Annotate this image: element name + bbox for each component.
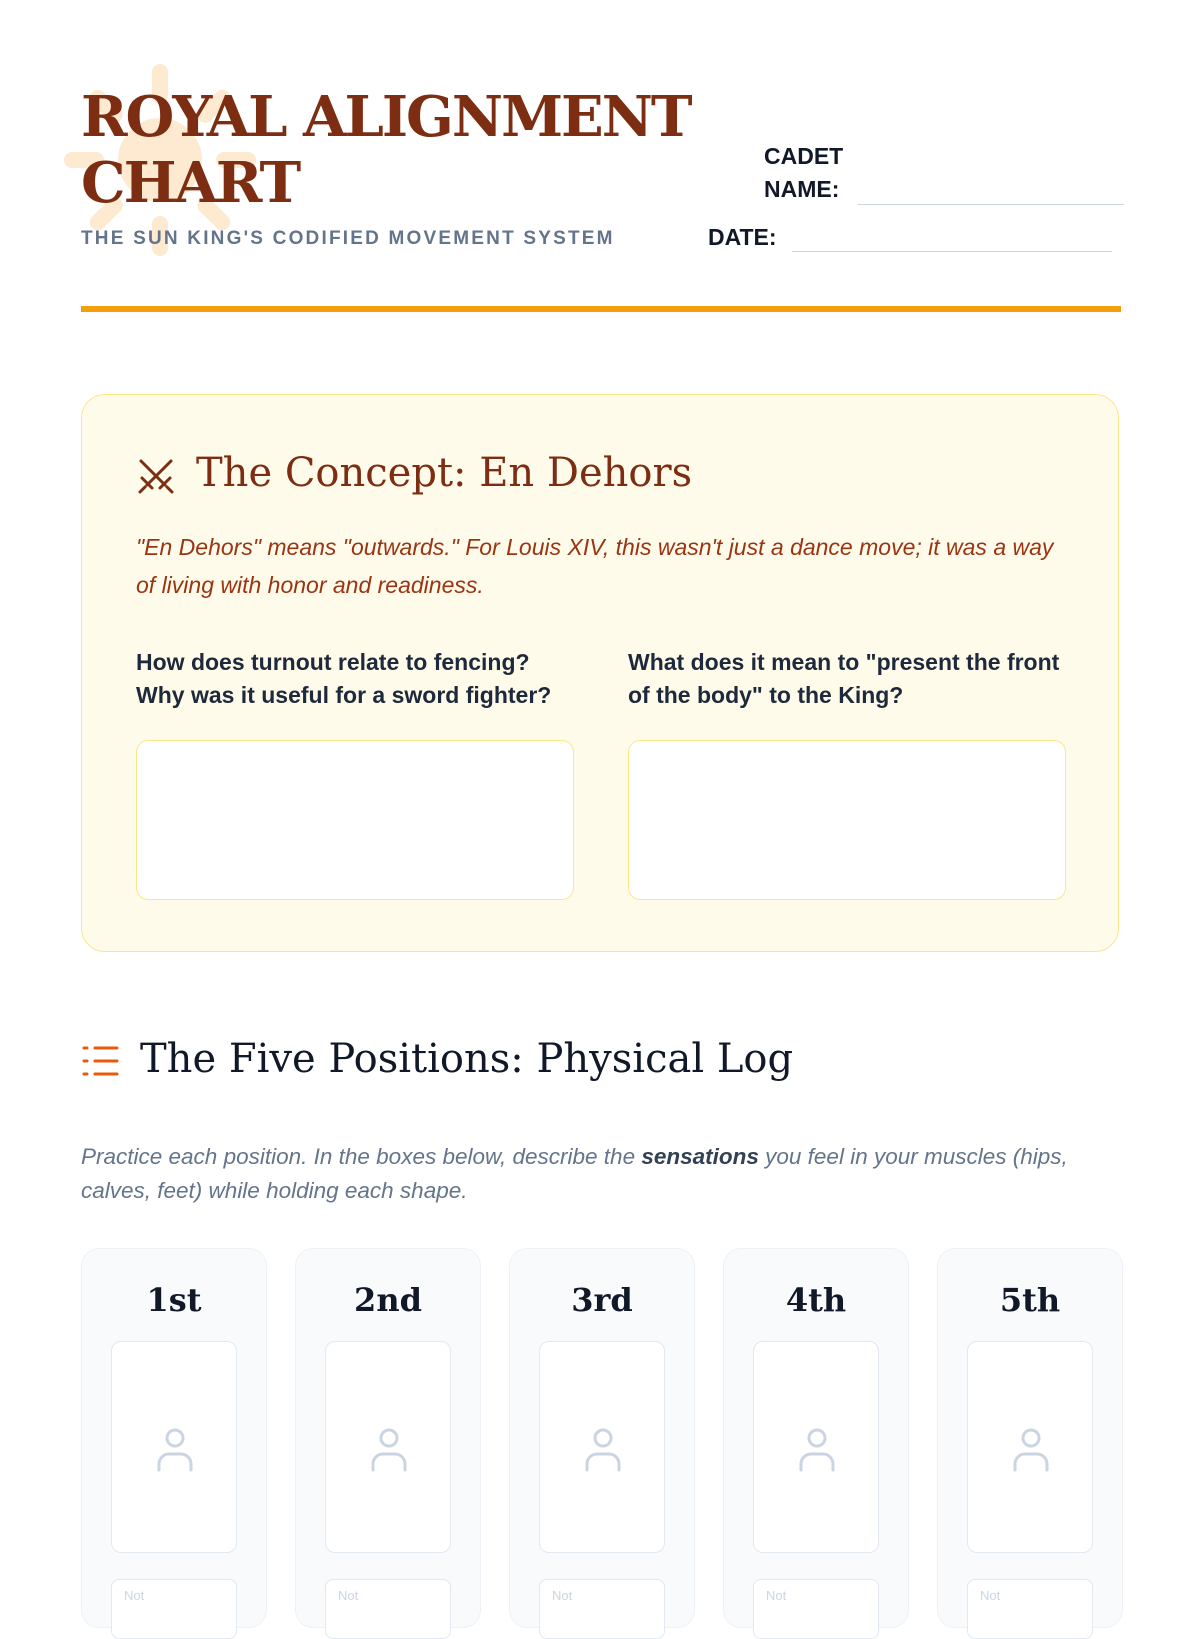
page-title: ROYAL ALIGNMENT CHART xyxy=(81,84,691,216)
instructions-text-start: Practice each position. In the boxes below, describe the xyxy=(81,1144,642,1169)
cadet-name-field[interactable] xyxy=(858,204,1124,205)
position-notes-field[interactable]: Not xyxy=(753,1579,879,1639)
position-label: 5th xyxy=(999,1281,1061,1319)
list-icon xyxy=(81,1044,121,1078)
position-card-4th xyxy=(723,1248,909,1628)
positions-instructions xyxy=(81,1140,1131,1208)
position-drawing-box[interactable] xyxy=(967,1341,1093,1553)
date-field[interactable] xyxy=(792,251,1112,252)
instructions-text-end: you feel in your muscles (hips, calves, feet) while holding each shape. xyxy=(81,1144,1068,1203)
person-icon xyxy=(155,1426,195,1472)
positions-section-title: The Five Positions: Physical Log xyxy=(140,1036,794,1082)
position-card-2nd xyxy=(295,1248,481,1628)
position-card-5th xyxy=(937,1248,1123,1628)
answer-box-present-front[interactable] xyxy=(628,740,1066,900)
position-label: 4th xyxy=(785,1281,847,1319)
concept-title: The Concept: En Dehors xyxy=(196,450,693,496)
position-notes-field[interactable]: Not xyxy=(539,1579,665,1639)
position-notes-field[interactable]: Not xyxy=(967,1579,1093,1639)
header-divider xyxy=(81,306,1121,312)
person-icon xyxy=(1011,1426,1051,1472)
position-label: 1st xyxy=(146,1281,202,1319)
position-notes-field[interactable]: Not xyxy=(325,1579,451,1639)
question-fencing: How does turnout relate to fencing? Why was it useful for a sword fighter? xyxy=(136,649,552,708)
instructions-emphasis: sensations xyxy=(641,1144,759,1169)
position-drawing-box[interactable] xyxy=(753,1341,879,1553)
page-subtitle: THE SUN KING'S CODIFIED MOVEMENT SYSTEM xyxy=(81,228,615,249)
position-drawing-box[interactable] xyxy=(111,1341,237,1553)
question-present-front: What does it mean to "present the front of the body" to the King? xyxy=(628,649,1060,708)
cadet-name-label: CADET NAME: xyxy=(764,143,844,202)
position-drawing-box[interactable] xyxy=(539,1341,665,1553)
concept-quote: "En Dehors" means "outwards." For Louis XIV, this wasn't just a dance move; it was a way of living with honor and readiness. xyxy=(136,534,1054,598)
position-card-1st xyxy=(81,1248,267,1628)
person-icon xyxy=(583,1426,623,1472)
position-label: 3rd xyxy=(571,1281,633,1319)
answer-box-fencing[interactable] xyxy=(136,740,574,900)
position-card-3rd xyxy=(509,1248,695,1628)
position-label: 2nd xyxy=(354,1281,422,1319)
person-icon xyxy=(369,1426,409,1472)
date-label: DATE: xyxy=(708,224,777,250)
position-drawing-box[interactable] xyxy=(325,1341,451,1553)
position-notes-field[interactable]: Not xyxy=(111,1579,237,1639)
crossed-swords-icon xyxy=(136,456,176,496)
person-icon xyxy=(797,1426,837,1472)
